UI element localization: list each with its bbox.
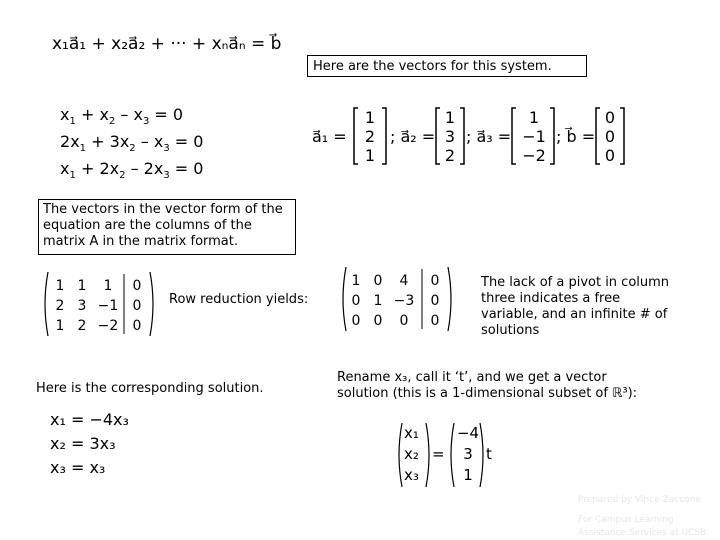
solution-line-3: x₃ = x₃ — [50, 458, 106, 477]
a3-label: ; a⃗₃ = — [466, 127, 512, 146]
red-r2-c4: 0 — [430, 293, 440, 309]
vector-a1 — [354, 108, 386, 165]
a3-entry-1: 1 — [528, 108, 540, 127]
aug-r1-c1: 1 — [55, 278, 65, 294]
aug-r2-c2: 3 — [77, 298, 87, 314]
b-entry-1: 0 — [604, 108, 616, 127]
aug-r2-c1: 2 — [55, 298, 65, 314]
system-equation-1: $x_1 + x_2 - x_3 = 0$ — [60, 105, 184, 127]
aug-r1-c4: 0 — [132, 278, 142, 294]
solution-line-1: x₁ = −4x₃ — [50, 410, 129, 429]
linear-system — [60, 103, 203, 184]
red-r1-c2: 0 — [373, 273, 383, 289]
vector-b — [596, 108, 624, 165]
solution-equations — [50, 408, 129, 480]
rename-note-line-2: solution (this is a 1-dimensional subset of ℝ³): — [337, 386, 638, 401]
red-r2-c3: −3 — [393, 293, 415, 309]
rename-note-line-1: Rename x₃, call it ‘t’, and we get a vector — [337, 370, 607, 385]
red-r3-c1: 0 — [351, 313, 361, 329]
vector-a2 — [436, 108, 464, 165]
credit-org-2: Assistance Services at UCSB — [578, 528, 707, 538]
vector-a3 — [512, 108, 554, 165]
augmented-matrix — [40, 268, 158, 340]
rhs-entry-2: 3 — [463, 445, 473, 463]
credit-org-1: For Campus Learning — [578, 515, 674, 525]
rhs-entry-1: −4 — [456, 424, 480, 442]
red-r2-c2: 1 — [373, 293, 383, 309]
aug-r2-c3: −1 — [97, 298, 119, 314]
solution-line-2: x₂ = 3x₃ — [50, 434, 116, 453]
aug-r3-c3: −2 — [97, 318, 119, 334]
a2-entry-3: 2 — [444, 146, 456, 165]
a2-entry-2: 3 — [444, 127, 456, 146]
aug-r3-c2: 2 — [77, 318, 87, 334]
aug-r1-c2: 1 — [77, 278, 87, 294]
a2-label: ; a⃗₂ = — [390, 127, 436, 146]
a2-entry-1: 1 — [444, 108, 456, 127]
b-entry-3: 0 — [604, 146, 616, 165]
a1-entry-2: 2 — [364, 127, 376, 146]
parameter-t: t — [486, 445, 492, 463]
vectors-caption: Here are the vectors for this system. — [313, 59, 552, 74]
pivot-note: The lack of a pivot in column three indicates a free variable, and an infinite # of solutions — [481, 275, 670, 338]
aug-r2-c4: 0 — [132, 298, 142, 314]
red-r1-c4: 0 — [430, 273, 440, 289]
lhs-x3: x₃ — [404, 466, 419, 484]
reduced-matrix — [338, 263, 456, 335]
b-entry-2: 0 — [604, 127, 616, 146]
a3-entry-3: −2 — [522, 146, 546, 165]
red-r1-c1: 1 — [351, 273, 361, 289]
red-r3-c2: 0 — [373, 313, 383, 329]
aug-r3-c4: 0 — [132, 318, 142, 334]
system-equation-2: $2x_1 + 3x_2 - x_3 = 0$ — [60, 132, 204, 154]
column-vectors — [310, 104, 630, 168]
red-r3-c4: 0 — [430, 313, 440, 329]
a3-entry-2: −1 — [522, 127, 546, 146]
rename-note — [337, 370, 677, 402]
a1-entry-3: 1 — [364, 146, 376, 165]
vector-equals: = — [432, 445, 445, 463]
red-r2-c1: 0 — [351, 293, 361, 309]
credit-author: Prepared by Vince Zaccone — [578, 495, 701, 505]
a1-label: a⃗₁ = — [312, 127, 347, 146]
aug-r1-c3: 1 — [103, 278, 113, 294]
lhs-x2: x₂ — [404, 445, 419, 463]
a1-entry-1: 1 — [364, 108, 376, 127]
solution-caption: Here is the corresponding solution. — [36, 381, 264, 396]
rhs-entry-3: 1 — [463, 466, 473, 484]
red-r3-c3: 0 — [399, 313, 409, 329]
vector-equation: x₁a⃗₁ + x₂a⃗₂ + ··· + xₙa⃗ₙ = b⃗ — [52, 34, 282, 54]
vector-solution — [396, 420, 506, 490]
vectors-caption-box — [307, 55, 587, 77]
b-label: ; b⃗ = — [556, 127, 596, 146]
columns-note-box — [38, 199, 296, 255]
row-reduction-label: Row reduction yields: — [169, 292, 309, 307]
lhs-x1: x₁ — [404, 424, 419, 442]
red-r1-c3: 4 — [399, 273, 409, 289]
aug-r3-c1: 1 — [55, 318, 65, 334]
system-equation-3: $x_1 + 2x_2 - 2x_3 = 0$ — [60, 159, 204, 181]
columns-note: The vectors in the vector form of the equation are the columns of the matrix A in the matrix format. — [43, 202, 283, 249]
